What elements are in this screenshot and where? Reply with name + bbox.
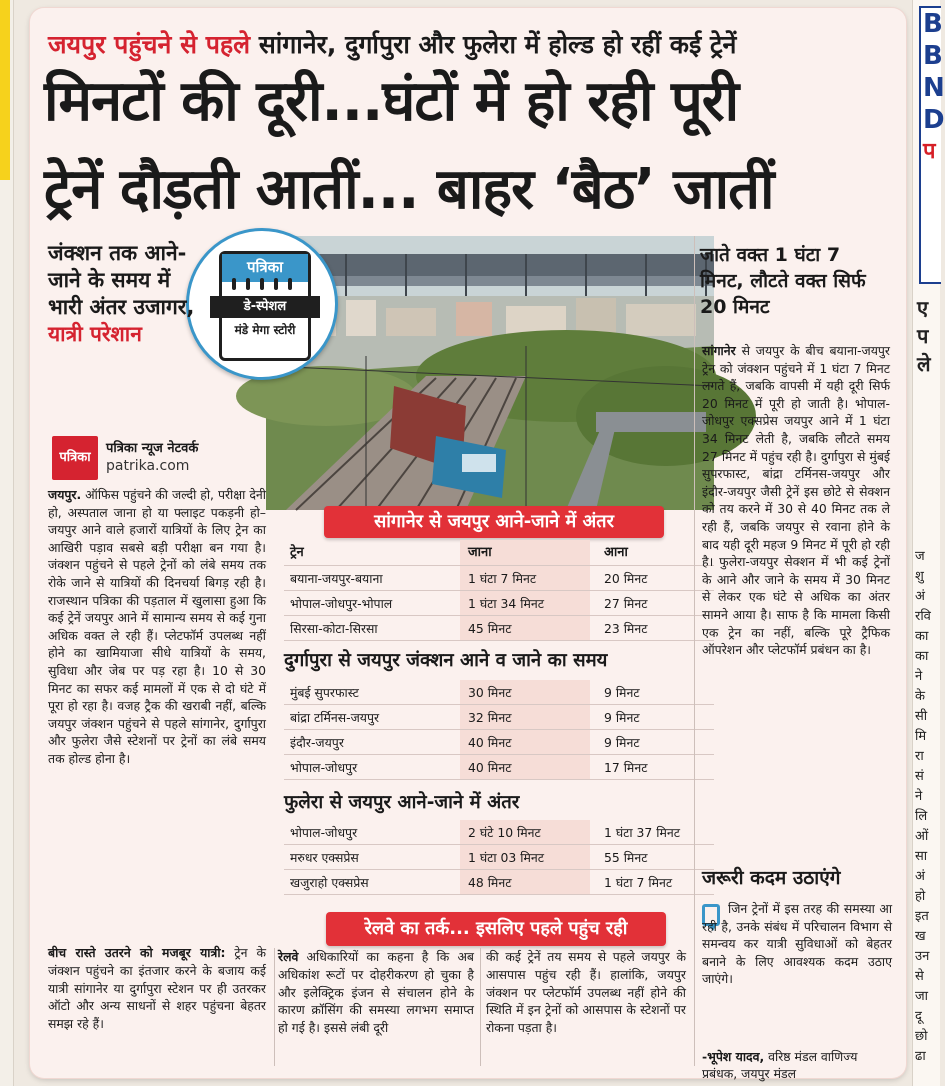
table-row xyxy=(284,591,714,616)
kicker-rest: सांगानेर, दुर्गापुरा और फुलेरा में होल्ड हो रहीं कई ट्रेनें xyxy=(258,30,737,59)
coming-time: 9 मिनट xyxy=(604,685,640,700)
official-quote: जिन ट्रेनों में इस तरह की समस्या आ रही है, उनके संबंध में परिचालन विभाग से समन्वय कर यात्री सुविधाओं को बेहतर बनाने के लिए आवश्यक कदम उठाए जाएंगे। xyxy=(702,901,892,987)
coming-time: 20 मिनट xyxy=(604,571,648,586)
header-train: ट्रेन xyxy=(290,545,304,560)
ad-letter: D xyxy=(923,105,945,135)
next-body-line: सी xyxy=(915,709,928,724)
next-body-line: इत xyxy=(915,909,929,924)
sub-block-heading: बीच रास्ते उतरने को मजबूर यात्री: xyxy=(48,945,226,960)
table-row xyxy=(284,870,714,895)
next-body-line: ने xyxy=(915,789,923,804)
body-left-text: ऑफिस पहुंचने की जल्दी हो, परीक्षा देनी हो, अस्पताल जाना हो या फ्लाइट पकड़नी हो–जयपुर आने वाले हजारों यात्रियों के लिए ट्रेन का आखिरी पड़ाव सबसे बड़ी परीक्षा बन गया है। जंक्शन पहुंचने से पहले ट्रेनों को लंबे समय तक रोके जाने से यात्रियों की दिनचर्या बिगड़ रही है। राजस्थान पत्रिका की पड़ताल में खुलासा हुआ कि कई ट्रेनें जयपुर आने में सामान्य समय से कई गुना अधिक वक्त ले रही हैं। प्लेटफॉर्म उपलब्ध नहीं होने का खामियाजा सीधे यात्रियों के समय, सुविधा और जेब पर पड़ रहा है। 10 से 30 मिनट का सफर कई मामलों में एक से दो घंटे में पूरा हो रहा है। वजह ट्रैक की खराबी नहीं, बल्कि जयपुर जंक्शन पहुंचने से पहले सांगानेर, दुर्गापुरा और फुलेरा जैसे स्टेशनों पर ट्रेनों का लंबे समय तक होल्ड होना है। xyxy=(48,487,266,766)
table-row xyxy=(284,755,714,780)
coming-time: 9 मिनट xyxy=(604,710,640,725)
next-body-line: सा xyxy=(915,849,928,864)
going-time: 1 घंटा 03 मिनट xyxy=(460,845,590,869)
next-body-line: शु xyxy=(915,569,924,584)
calendar-rings xyxy=(230,278,300,290)
railway-argument-column-1 xyxy=(278,948,474,1037)
going-time: 1 घंटा 34 मिनट xyxy=(460,591,590,615)
advertisement-fragment xyxy=(919,6,945,284)
table-row xyxy=(284,566,714,591)
next-body-line: ख xyxy=(915,929,926,944)
next-headline-fragment: ए xyxy=(917,296,929,320)
byline-site: patrika.com xyxy=(106,458,190,474)
going-time: 2 घंटे 10 मिनट xyxy=(460,820,590,844)
train-name: सिरसा-कोटा-सिरसा xyxy=(290,621,378,636)
going-time: 40 मिनट xyxy=(460,730,590,754)
next-headline-fragment: ले xyxy=(917,352,931,376)
next-body-line: छो xyxy=(915,1029,928,1044)
train-name: बांद्रा टर्मिनस-जयपुर xyxy=(290,710,380,725)
yellow-bar xyxy=(0,0,10,180)
next-body-line: ढा xyxy=(915,1049,926,1064)
right-column-body xyxy=(702,342,890,659)
body-left-column xyxy=(48,486,266,768)
next-body-line: लि xyxy=(915,809,928,824)
table-row xyxy=(284,616,714,641)
sub-block-passengers xyxy=(48,944,266,1033)
railway-argument-strip: रेलवे का तर्क... इसलिए पहले पहुंच रही xyxy=(326,912,666,946)
next-body-line: सं xyxy=(915,769,924,784)
byline xyxy=(52,436,252,480)
subheadline-text: जंक्शन तक आने-जाने के समय में भारी अंतर उजागर, xyxy=(48,241,195,319)
table-row xyxy=(284,680,714,705)
table-row xyxy=(284,845,714,870)
next-body-line: से xyxy=(915,969,924,984)
kicker xyxy=(48,30,888,60)
coming-time: 1 घंटा 37 मिनट xyxy=(604,825,680,840)
train-name: मरुधर एक्सप्रेस xyxy=(290,850,359,865)
next-headline-fragment: प xyxy=(917,324,929,348)
table-phulera xyxy=(284,820,714,895)
ad-letter-red: प xyxy=(923,139,936,164)
going-time: 1 घंटा 7 मिनट xyxy=(460,566,590,590)
train-name: भोपाल-जोधपुर-भोपाल xyxy=(290,596,393,611)
table-phulera-title: फुलेरा से जयपुर आने-जाने में अंतर xyxy=(284,792,520,813)
going-time: 45 मिनट xyxy=(460,616,590,640)
train-name: बयाना-जयपुर-बयाना xyxy=(290,571,383,586)
official-name: -भूपेश यादव, xyxy=(702,1049,765,1064)
next-body-line: उन xyxy=(915,949,930,964)
next-body-line: जा xyxy=(915,989,929,1004)
coming-time: 27 मिनट xyxy=(604,596,648,611)
table-durgapura xyxy=(284,680,714,780)
coming-time: 55 मिनट xyxy=(604,850,648,865)
previous-page-edge xyxy=(0,0,14,1086)
next-body-line: अं xyxy=(915,589,925,604)
going-time: 48 मिनट xyxy=(460,870,590,894)
official-designation: वरिष्ठ मंडल वाणिज्य प्रबंधक, जयपुर मंडल xyxy=(702,1049,858,1081)
table-sanganer xyxy=(284,540,714,641)
badge-brand: पत्रिका xyxy=(222,254,308,282)
column-divider xyxy=(274,948,275,1066)
official-response-heading: जरूरी कदम उठाएंगे xyxy=(702,867,841,889)
next-body-line: रा xyxy=(915,749,924,764)
left-subheadline xyxy=(48,240,198,348)
right-column-headline: जाते वक्त 1 घंटा 7 मिनट, लौटते वक्त सिर्फ 20 मिनट xyxy=(700,244,866,318)
right-body-lead: सांगानेर xyxy=(702,343,736,358)
train-name: खजुराहो एक्सप्रेस xyxy=(290,875,369,890)
column-divider xyxy=(694,236,695,1066)
next-body-line: ओं xyxy=(915,829,929,844)
ad-letter: N xyxy=(923,73,945,103)
table-row xyxy=(284,730,714,755)
coming-time: 17 मिनट xyxy=(604,760,648,775)
kicker-red: जयपुर पहुंचने से पहले xyxy=(48,30,251,59)
next-body-line: के xyxy=(915,689,925,704)
headline-line-2: ट्रेनें दौड़ती आतीं... बाहर ‘बैठ’ जातीं xyxy=(44,157,774,222)
patrika-logo: पत्रिका xyxy=(52,436,98,480)
column-text: अधिकारियों का कहना है कि अब अधिकांश रूटों पर दोहरीकरण हो चुका है और इलेक्ट्रिक इंजन से संचालन होने के कारण क्रॉसिंग की समस्या लगभग समाप्त हो गई है। इससे लंबी दूरी xyxy=(278,949,474,1036)
calendar-icon xyxy=(219,251,311,361)
table-durgapura-title: दुर्गापुरा से जयपुर जंक्शन आने व जाने का समय xyxy=(284,650,608,671)
next-body-line: का xyxy=(915,649,929,664)
column-divider xyxy=(480,948,481,1066)
ad-letter: B xyxy=(923,41,943,71)
byline-network: पत्रिका न्यूज नेटवर्क xyxy=(106,441,199,456)
subheadline-red: यात्री परेशान xyxy=(48,322,142,346)
next-body-line: का xyxy=(915,629,929,644)
badge-band: डे-स्पेशल xyxy=(210,296,320,318)
next-body-line: दू xyxy=(915,1009,922,1024)
next-body-line: मि xyxy=(915,729,927,744)
dateline: जयपुर. xyxy=(48,487,82,502)
day-special-badge xyxy=(186,228,338,380)
next-body-line: हो xyxy=(915,889,926,904)
sub-block-text: ट्रेन के जंक्शन पहुंचने का इंतजार करने के बजाय कई यात्री सांगानेर या दुर्गापुरा स्टेशन पर ही उतरकर ऑटो और अन्य साधनों से शहर पहुंचना बेहतर समझ रहे हैं। xyxy=(48,945,266,1032)
table-row xyxy=(284,820,714,845)
news-article-page xyxy=(30,8,906,1081)
railway-argument-column-2 xyxy=(486,948,686,1037)
badge-story: मंडे मेगा स्टोरी xyxy=(234,323,296,337)
train-name: इंदौर-जयपुर xyxy=(290,735,344,750)
table-header xyxy=(284,540,714,566)
coming-time: 9 मिनट xyxy=(604,735,640,750)
headline-line-1: मिनटों की दूरी...घंटों में हो रही पूरी xyxy=(44,69,739,134)
column-lead: रेलवे xyxy=(278,949,299,964)
coming-time: 23 मिनट xyxy=(604,621,648,636)
column-text: की कई ट्रेनें तय समय से पहले जयपुर के आसपास पहुंच रही हैं। हालांकि, जयपुर जंक्शन पर प्लेटफॉर्म उपलब्ध नहीं होने की स्थिति में इन ट्रेनों को आसपास के स्टेशनों पर रोकना पड़ता है। xyxy=(486,949,686,1036)
train-name: मुंबई सुपरफास्ट xyxy=(290,685,359,700)
header-coming: आना xyxy=(604,545,628,560)
going-time: 32 मिनट xyxy=(460,705,590,729)
train-name: भोपाल-जोधपुर xyxy=(290,825,358,840)
next-body-line: ज xyxy=(915,549,925,564)
ad-letter: B xyxy=(923,9,943,39)
going-time: 40 मिनट xyxy=(460,755,590,779)
table-sanganer-title: सांगानेर से जयपुर आने-जाने में अंतर xyxy=(324,506,664,538)
next-body-line: अं xyxy=(915,869,925,884)
next-page-edge xyxy=(912,0,945,1086)
header-going: जाना xyxy=(460,540,590,565)
right-body-text: से जयपुर के बीच बयाना-जयपुर ट्रेन को जंक्शन पहुंचने में 1 घंटा 7 मिनट लगते हैं, जबकि वापसी में यही दूरी सिर्फ 20 मिनट में पूरी हो जाती है। भोपाल-जोधपुर एक्सप्रेस जयपुर आने में 1 घंटा 34 मिनट लेती है, जबकि लौटते समय 27 मिनट में पहुंच रही है। दुर्गापुरा से मुंबई सुपरफास्ट, बांद्रा टर्मिनस-जयपुर और इंदौर-जयपुर जैसी ट्रेनें इस छोटे से सेक्शन को तय करने में 30 से 40 मिनट तक ले रही हैं, जबकि जयपुर से रवाना होने के बाद यही दूरी महज 9 मिनट में पूरी हो रही है। फुलेरा-जयपुर सेक्शन में भी कई ट्रेनों के आने और जाने के समय में 30 मिनट से लेकर एक घंटे से अधिक का अंतर सामने आया है। साफ है कि मामला किसी एक ट्रेन का नहीं, बल्कि पूरे ट्रैफिक ऑपरेशन और प्लेटफॉर्म प्रबंधन का है। xyxy=(702,343,890,658)
next-body-line: ने xyxy=(915,669,923,684)
going-time: 30 मिनट xyxy=(460,680,590,704)
next-body-line: रवि xyxy=(915,609,931,624)
official-signature xyxy=(702,1048,892,1082)
coming-time: 1 घंटा 7 मिनट xyxy=(604,875,673,890)
table-row xyxy=(284,705,714,730)
train-name: भोपाल-जोधपुर xyxy=(290,760,358,775)
